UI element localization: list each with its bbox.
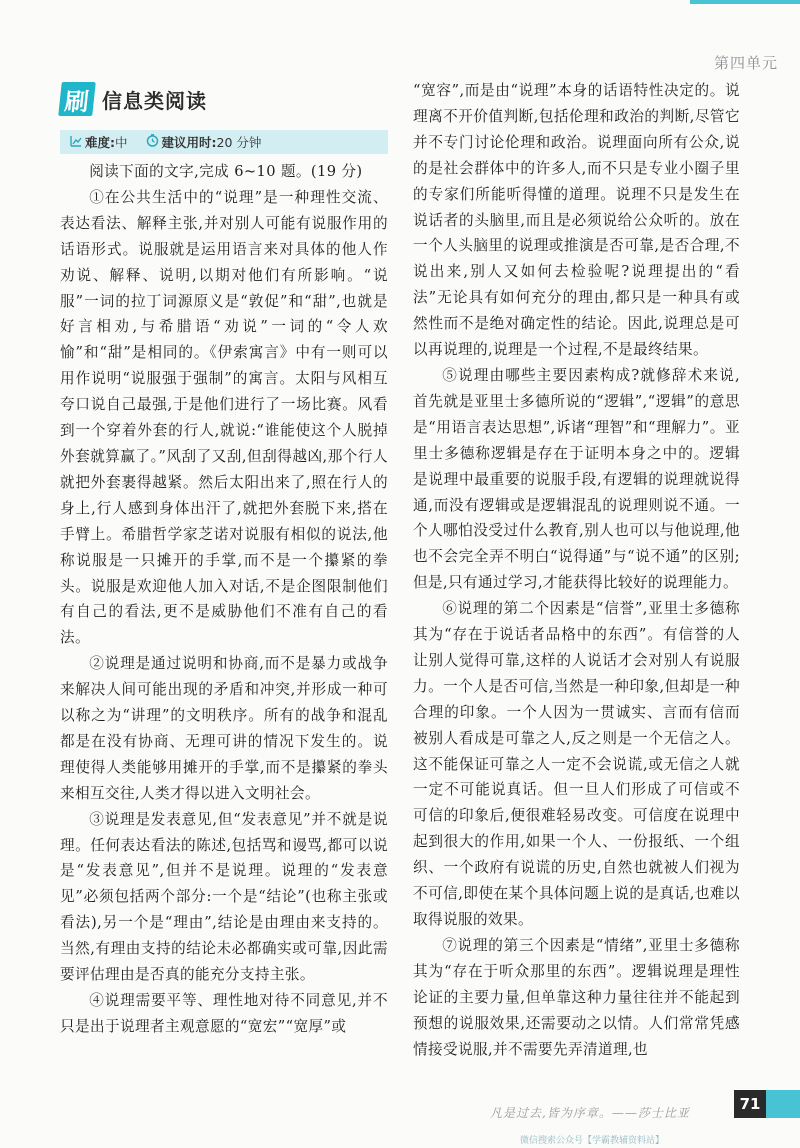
time-label: 建议用时: xyxy=(161,135,217,150)
paragraph-7: ⑦说理的第三个因素是“情绪”,亚里士多德称其为“存在于听众那里的东西”。逻辑说理是理性论证的主要力量,但单靠这种力量往往并不能起到预想的说服效果,还需要动之以情。人们常常凭感情接受说服,并不需要先弄清道理,也 xyxy=(413,936,740,1058)
section-header xyxy=(60,80,207,118)
paragraph-6: ⑥说理的第二个因素是“信誉”,亚里士多德称其为“存在于说话者品格中的东西”。有信誉的人让别人觉得可靠,这样的人说话才会对别人有说服力。一个人是否可信,当然是一种印象,但却是一种合理的印象。一个人因为一贯诚实、言而有信而被别人看成是可靠之人,反之则是一个无信之人。这不能保证可靠之人一定不会说谎,或无信之人就一定不可能说真话。但一旦人们形成了可信或不可信的印象后,便很难轻易改变。可信度在说理中起到很大的作用,如果一个人、一份报纸、一个组织、一个政府有说谎的历史,自然也就被人们视为不可信,即使在某个具体问题上说的是真话,也难以取得说服的效果。 xyxy=(413,600,740,928)
section-badge: 刷 xyxy=(58,82,96,116)
paragraph-4-continued: “宽容”,而是由“说理”本身的话语特性决定的。说理离不开价值判断,包括伦理和政治的判断,尽管它并不专门讨论伦理和政治。说理面向所有公众,说的是社会群体中的许多人,而不只是专业小圈子里的专家们所能听得懂的道理。说理不只是发生在说话者的头脑里,而且是必须说给公众听的。放在一个人头脑里的说理或推演是否可靠,是否合理,不说出来,别人又如何去检验呢?说理提出的“看法”无论具有如何充分的理由,都只是一种具有或然性而不是绝对确定性的结论。因此,说理总是可以再说理的,说理是一个过程,不是最终结果。 xyxy=(413,82,740,359)
meta-bar xyxy=(60,130,388,154)
instruction: 阅读下面的文字,完成 6~10 题。(19 分) xyxy=(89,163,363,180)
chart-icon xyxy=(70,135,82,150)
top-accent-bar xyxy=(690,0,800,4)
difficulty-value: 中 xyxy=(115,135,128,150)
paragraph-5: ⑤说理由哪些主要因素构成?就修辞术来说,首先就是亚里士多德所说的“逻辑”,“逻辑”的意思是“用语言表达思想”,诉诸“理智”和“理解力”。亚里士多德称逻辑是存在于证明本身之中的。逻辑是说理中最重要的说服手段,有逻辑的说理就说得通,而没有逻辑或是逻辑混乱的说理则说不通。一个人哪怕没受过什么教育,别人也可以与他说理,他也不会完全弄不明白“说得通”与“说不通”的区别;但是,只有通过学习,才能获得比较好的说理能力。 xyxy=(413,366,740,592)
section-title: 信息类阅读 xyxy=(102,88,207,113)
difficulty-label: 难度: xyxy=(85,135,115,150)
paragraph-1: ①在公共生活中的“说理”是一种理性交流、表达看法、解释主张,并对别人可能有说服作用的话语形式。说服就是运用语言来对具体的他人作劝说、解释、说明,以期对他们有所影响。“说服”一词的拉丁词源原义是“敦促”和“甜”,也就是好言相劝,与希腊语“劝说”一词的“令人欢愉”和“甜”是相同的。《伊索寓言》中有一则可以用作说明“说服强于强制”的寓言。太阳与风相互夸口说自己最强,于是他们进行了一场比赛。风看到一个穿着外套的行人,就说:“谁能使这个人脱掉外套就算赢了。”风刮了又刮,但刮得越凶,那个行人就把外套裹得越紧。然后太阳出来了,照在行人的身上,行人感到身体出汗了,就把外套脱下来,搭在手臂上。希腊哲学家芝诺对说服有相似的说法,他称说服是一只摊开的手掌,而不是一个攥紧的拳头。说服是欢迎他人加入对话,不是企图限制他们有自己的看法,更不是威胁他们不准有自己的看法。 xyxy=(60,188,388,647)
paragraph-2: ②说理是通过说明和协商,而不是暴力或战争来解决人间可能出现的矛盾和冲突,并形成一种可以称之为“讲理”的文明秩序。所有的战争和混乱都是在没有协商、无理可讲的情况下发生的。说理使得人类能够用摊开的手掌,而不是攥紧的拳头来相互交往,人类才得以进入文明社会。 xyxy=(60,655,388,802)
footer-quote: 凡是过去,皆为序章。——莎士比亚 xyxy=(490,1106,690,1120)
paragraph-3: ③说理是发表意见,但“发表意见”并不就是说理。任何表达看法的陈述,包括骂和谩骂,都可以说是“发表意见”,但并不是说理。说理的“发表意见”必须包括两个部分:一个是“结论”(也称主张或看法),另一个是“理由”,结论是由理由来支持的。当然,有理由支持的结论未必都确实或可靠,因此需要评估理由是否真的能充分支持主张。 xyxy=(60,810,388,984)
right-column xyxy=(413,78,740,1062)
timer-icon xyxy=(146,134,159,150)
page-number-accent xyxy=(766,1090,800,1118)
left-column xyxy=(60,159,388,1040)
paragraph-4: ④说理需要平等、理性地对待不同意见,并不只是出于说理者主观意愿的“宽宏”“宽厚”或 xyxy=(60,992,388,1035)
unit-label: 第四单元 xyxy=(713,54,778,72)
watermark: 微信搜索公众号【学霸教辅资料站】 xyxy=(520,1136,665,1146)
time-value: 20 分钟 xyxy=(216,135,262,150)
page-number: 71 xyxy=(734,1090,766,1118)
